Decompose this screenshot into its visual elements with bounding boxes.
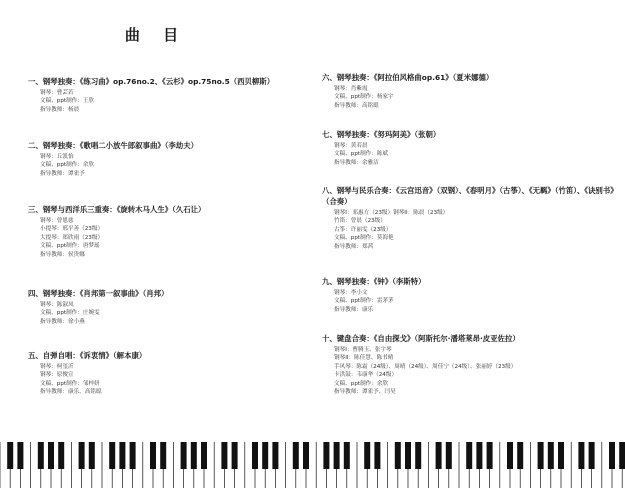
black-key bbox=[466, 442, 472, 469]
performer-line: 钢琴：曹芸若 bbox=[40, 90, 74, 96]
performer-line: 文稿、ppt制作：余欣 bbox=[40, 162, 95, 169]
black-key bbox=[272, 442, 278, 469]
performer-line: 钢琴I：曹腾玉、张宇琴 bbox=[334, 347, 392, 353]
black-key bbox=[201, 442, 207, 469]
program-item-title: 二、钢琴独奏：《歌唱二小放牛郎叙事曲》（李劫夫） bbox=[28, 141, 198, 150]
program-item-title: 五、自弹自唱：《诉衷情》（解本康） bbox=[28, 351, 147, 360]
program-item bbox=[28, 205, 308, 259]
program-item bbox=[28, 77, 308, 114]
performer-line: 指导教师：徐小燕 bbox=[40, 318, 85, 325]
black-key bbox=[364, 442, 370, 469]
performer-line: 文稿、ppt制作：庄婉雯 bbox=[40, 310, 100, 317]
performer-line: 钢琴：原俊宣 bbox=[40, 372, 74, 379]
performer-line: 指导教师：杨晨 bbox=[40, 106, 80, 113]
program-item-title: 八、钢琴与民乐合奏：《云宫迅音》（双钢）、《春明月》（古筝）、《无羁》（竹笛）、《诀别书》（合奏） bbox=[322, 186, 618, 206]
performer-line: 钢琴：黄若晨 bbox=[334, 143, 368, 149]
program-item-title: 三、钢琴与西洋乐三重奏：《旋转木马人生》（久石让） bbox=[28, 205, 206, 214]
performer-line: 钢琴：李小文 bbox=[334, 290, 368, 296]
program-item-title: 四、钢琴独奏：《肖邦第一叙事曲》（肖邦） bbox=[28, 289, 169, 298]
program-item bbox=[28, 289, 308, 326]
black-key bbox=[160, 442, 166, 469]
black-key bbox=[334, 442, 340, 469]
program-item-title: 九、钢琴独奏：《钟》（李斯特） bbox=[322, 277, 426, 286]
black-key bbox=[181, 442, 187, 469]
black-key bbox=[548, 442, 554, 469]
black-key bbox=[405, 442, 411, 469]
black-key bbox=[150, 442, 156, 469]
performer-line: 指导教师：余雅洁 bbox=[334, 159, 379, 166]
black-key bbox=[558, 442, 564, 469]
black-key bbox=[538, 442, 544, 469]
performer-line: 文稿、ppt制作：莫海艳 bbox=[334, 235, 394, 242]
black-key bbox=[293, 442, 299, 469]
black-key bbox=[476, 442, 482, 469]
performer-line: 钢琴：肖紫霞 bbox=[334, 86, 368, 92]
black-key bbox=[303, 442, 309, 469]
black-key bbox=[395, 442, 401, 469]
performer-line: 钢琴I：邓惠方（23级）钢琴II：陈晨（23级） bbox=[334, 210, 449, 216]
black-key bbox=[507, 442, 513, 469]
black-key bbox=[109, 442, 115, 469]
performer-line: 指导教师：侯贵娜 bbox=[40, 251, 85, 258]
black-key bbox=[415, 442, 421, 469]
black-key bbox=[221, 442, 227, 469]
black-key bbox=[446, 442, 452, 469]
black-key bbox=[517, 442, 523, 469]
performer-line: 文稿、ppt制作：邹梓妍 bbox=[40, 380, 100, 387]
performer-line: 钢琴II：陈佳慧、陈书晴 bbox=[334, 355, 394, 362]
performer-line: 钢琴：曾恩慈 bbox=[40, 218, 74, 224]
program-item bbox=[322, 277, 618, 314]
program-item-title: 一、钢琴独奏：《练习曲》op.76no.2、《云杉》op.75no.5（西贝柳斯） bbox=[28, 77, 275, 86]
performer-line: 指导教师：谭雀予、闫昊 bbox=[334, 389, 396, 396]
program-item bbox=[322, 73, 618, 110]
performer-line: 指导教师：高铭聪 bbox=[334, 102, 379, 109]
program-item-title: 六、钢琴独奏：《阿拉伯风格曲op.61》（夏米娜德） bbox=[322, 73, 494, 82]
black-key bbox=[436, 442, 442, 469]
performer-line: 指导教师：康乐 bbox=[334, 306, 374, 313]
black-key bbox=[487, 442, 493, 469]
performer-line: 卡洪鼓：韦康华（24级） bbox=[334, 372, 398, 379]
page-title: 曲 目 bbox=[124, 26, 188, 44]
performer-line: 指导教师：郑茜 bbox=[334, 243, 374, 250]
program-item bbox=[28, 351, 308, 397]
black-key bbox=[344, 442, 350, 469]
performer-line: 竹笛：曾晨（23级） bbox=[334, 218, 386, 225]
performer-line: 手风琴：陈霜（24级）、周晴（24级）、周佳宁（24级）、张丽婷（23级） bbox=[334, 363, 517, 370]
performer-line: 文稿、ppt制作：杨家宇 bbox=[334, 94, 394, 101]
performer-line: 钢琴：陈淑凤 bbox=[40, 302, 74, 308]
black-key bbox=[589, 442, 595, 469]
performer-line: 文稿、ppt制作：王欣 bbox=[40, 98, 95, 105]
performer-line: 文稿、ppt制作：雷茅茅 bbox=[334, 298, 394, 305]
black-key bbox=[89, 442, 95, 469]
program-item bbox=[322, 186, 618, 251]
black-key bbox=[48, 442, 54, 469]
performer-line: 指导教师：康乐、高铭聪 bbox=[40, 389, 102, 396]
performer-line: 文稿、ppt制作：陈斌 bbox=[334, 151, 389, 158]
program-item-title: 七、钢琴独奏：《努玛阿美》（张朝） bbox=[322, 130, 441, 139]
program-item bbox=[28, 141, 308, 178]
black-key bbox=[119, 442, 125, 469]
black-key bbox=[7, 442, 13, 469]
piano-keyboard-decoration bbox=[0, 442, 625, 488]
black-key bbox=[130, 442, 136, 469]
performer-line: 钢琴：丘凯怡 bbox=[40, 154, 74, 160]
performer-line: 文稿、ppt制作：余欣 bbox=[334, 380, 389, 387]
black-key bbox=[262, 442, 268, 469]
black-key bbox=[38, 442, 44, 469]
black-key bbox=[232, 442, 238, 469]
black-key bbox=[17, 442, 23, 469]
black-key bbox=[58, 442, 64, 469]
program-item-title: 十、键盘合奏：《自由探戈》（阿斯托尔·潘塔莱昂·皮亚佐拉） bbox=[322, 334, 520, 343]
black-key bbox=[252, 442, 258, 469]
black-key bbox=[191, 442, 197, 469]
program-item bbox=[322, 334, 618, 396]
performer-line: 大提琴：郑欣雨（23级） bbox=[40, 234, 104, 241]
black-key bbox=[609, 442, 615, 469]
program-item bbox=[322, 130, 618, 167]
black-key bbox=[374, 442, 380, 469]
performer-line: 钢琴：柯玺沂 bbox=[40, 364, 74, 370]
performer-line: 文稿、ppt制作：唐梦瑶 bbox=[40, 243, 100, 250]
black-key bbox=[619, 442, 625, 469]
black-key bbox=[578, 442, 584, 469]
performer-line: 小提琴：邢平善（23级） bbox=[40, 226, 104, 233]
black-key bbox=[323, 442, 329, 469]
black-key bbox=[79, 442, 85, 469]
performer-line: 古筝：许丽雯（23级） bbox=[334, 226, 392, 233]
performer-line: 指导教师：谭雀予 bbox=[40, 170, 85, 177]
